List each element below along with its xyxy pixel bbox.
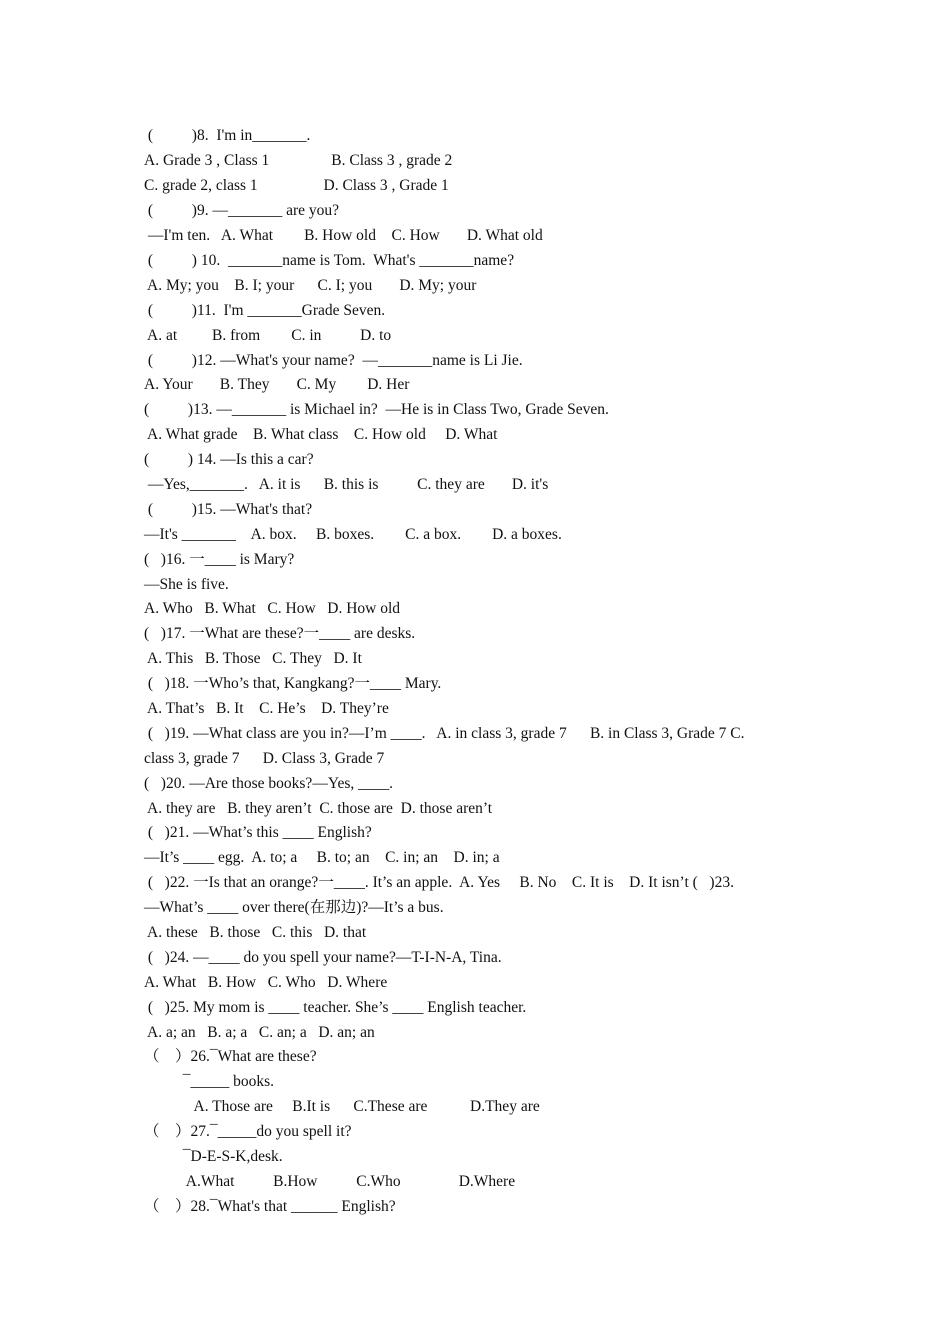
question-24: ( )24. —____ do you spell your name?—T-I-N-A, Tina. [144, 949, 502, 966]
question-14-options: —Yes,_______. A. it is B. this is C. they are D. it's [144, 476, 549, 493]
question-26-options: A. Those are B.It is C.These are D.They are [144, 1098, 540, 1115]
question-17-options: A. This B. Those C. They D. It [144, 650, 362, 667]
question-26-answer: ¯_____ books. [144, 1073, 275, 1090]
question-23: —What’s ____ over there(在那边)?—It’s a bus. [144, 899, 444, 916]
question-25: ( )25. My mom is ____ teacher. She’s ____ English teacher. [144, 999, 527, 1016]
question-20-options: A. they are B. they aren’t C. those are D. those aren’t [144, 800, 493, 817]
question-22: ( )22. 一Is that an orange?一____. It’s an apple. A. Yes B. No C. It is D. It isn’t ( )23. [144, 874, 734, 891]
question-18: ( )18. 一Who’s that, Kangkang?一____ Mary. [144, 675, 442, 692]
question-8: ( )8. I'm in_______. [144, 127, 311, 144]
question-12-options: A. Your B. They C. My D. Her [144, 376, 410, 393]
question-21: ( )21. —What’s this ____ English? [144, 824, 372, 841]
question-9: ( )9. —_______ are you? [144, 202, 339, 219]
question-27-answer: ¯D-E-S-K,desk. [144, 1148, 283, 1165]
question-25-options: A. a; an B. a; a C. an; a D. an; an [144, 1024, 375, 1041]
question-27-options: A.What B.How C.Who D.Where [144, 1173, 516, 1190]
question-12: ( )12. —What's your name? —_______name is Li Jie. [144, 352, 523, 369]
question-8-options-ab: A. Grade 3 , Class 1 B. Class 3 , grade 2 [144, 152, 453, 169]
question-18-options: A. That’s B. It C. He’s D. They’re [144, 700, 389, 717]
question-15-options: —It's _______ A. box. B. boxes. C. a box. D. a boxes. [144, 526, 562, 543]
question-8-options-cd: C. grade 2, class 1 D. Class 3 , Grade 1 [144, 177, 449, 194]
question-11: ( )11. I'm _______Grade Seven. [144, 302, 386, 319]
question-26: （ ）26.¯What are these? [144, 1048, 317, 1065]
question-20: ( )20. —Are those books?—Yes, ____. [144, 775, 393, 792]
question-28: （ ）28.¯What's that ______ English? [144, 1198, 396, 1215]
question-27: （ ）27.¯_____do you spell it? [144, 1123, 352, 1140]
question-19-options-cont: class 3, grade 7 D. Class 3, Grade 7 [144, 750, 385, 767]
question-9-options: —I'm ten. A. What B. How old C. How D. What old [144, 227, 543, 244]
question-13-options: A. What grade B. What class C. How old D. What [144, 426, 498, 443]
question-19: ( )19. —What class are you in?—I’m ____. A. in class 3, grade 7 B. in Class 3, Grade 7 C. [144, 725, 745, 742]
question-10: ( ) 10. _______name is Tom. What's _______name? [144, 252, 515, 269]
question-11-options: A. at B. from C. in D. to [144, 327, 392, 344]
question-16: ( )16. 一____ is Mary? [144, 551, 295, 568]
question-15: ( )15. —What's that? [144, 501, 313, 518]
question-21-options: —It’s ____ egg. A. to; a B. to; an C. in; an D. in; a [144, 849, 500, 866]
question-17: ( )17. 一What are these?一____ are desks. [144, 625, 416, 642]
question-13: ( )13. —_______ is Michael in? —He is in Class Two, Grade Seven. [144, 401, 609, 418]
question-16-answer: —She is five. [144, 576, 229, 593]
question-14: ( ) 14. —Is this a car? [144, 451, 314, 468]
question-16-options: A. Who B. What C. How D. How old [144, 600, 401, 617]
question-24-options: A. What B. How C. Who D. Where [144, 974, 388, 991]
question-10-options: A. My; you B. I; your C. I; you D. My; your [144, 277, 477, 294]
question-23-options: A. these B. those C. this D. that [144, 924, 367, 941]
